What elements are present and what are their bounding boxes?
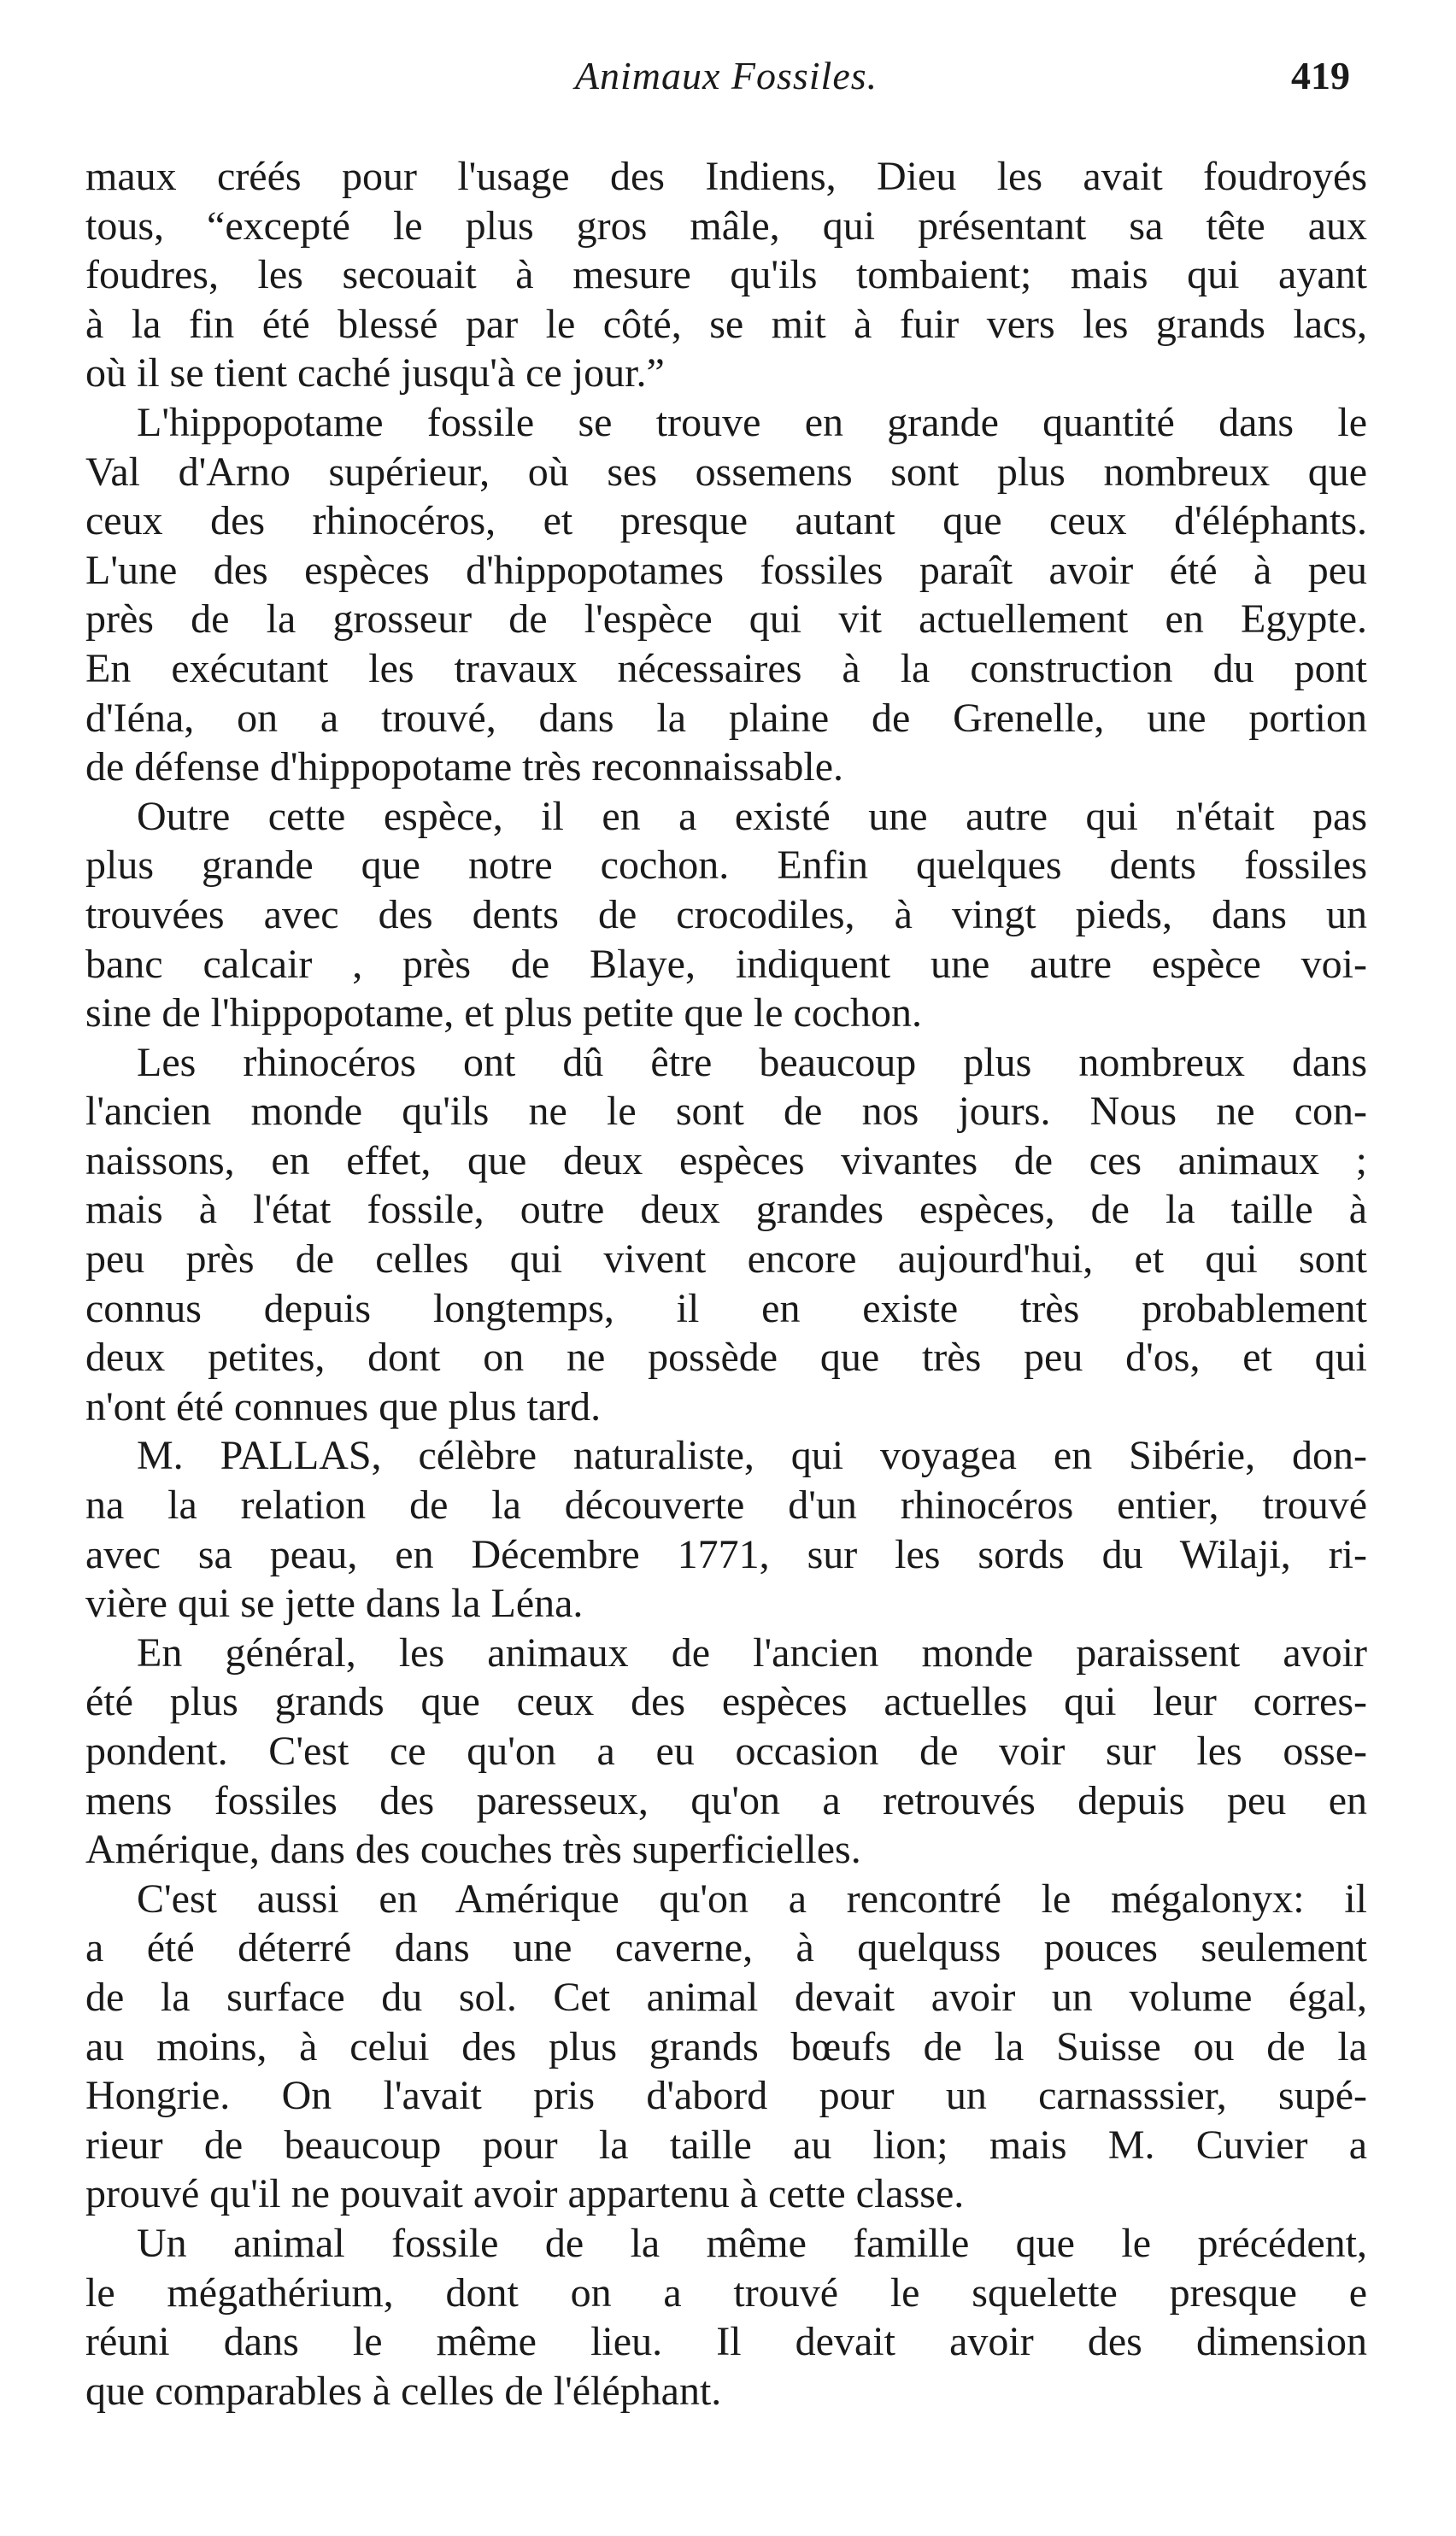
- text-line: Les rhinocéros ont dû être beaucoup plus nombreux dans: [137, 1039, 1367, 1085]
- paragraph: [85, 792, 1367, 1038]
- text-line: L'hippopotame fossile se trouve en grande quantité dans le: [137, 399, 1367, 445]
- text-line: à la fin été blessé par le côté, se mit à fuir vers les grands lacs,: [85, 301, 1367, 347]
- body-text: [85, 152, 1367, 2416]
- text-line: naissons, en effet, que deux espèces vivantes de ces animaux ;: [85, 1137, 1367, 1183]
- text-line: mais à l'état fossile, outre deux grandes espèces, de la taille à: [85, 1187, 1367, 1233]
- text-line: de défense d'hippopotame très reconnaissable.: [85, 744, 843, 790]
- text-line: L'une des espèces d'hippopotames fossiles paraît avoir été à peu: [85, 547, 1367, 593]
- text-line: avec sa peau, en Décembre 1771, sur les sords du Wilaji, ri-: [85, 1531, 1367, 1577]
- text-line: vière qui se jette dans la Léna.: [85, 1581, 584, 1627]
- text-line: deux petites, dont on ne possède que très peu d'os, et qui: [85, 1335, 1367, 1381]
- text-line: d'Iéna, on a trouvé, dans la plaine de Grenelle, une portion: [85, 695, 1367, 741]
- text-line: où il se tient caché jusqu'à ce jour.”: [85, 350, 665, 396]
- text-line: le mégathérium, dont on a trouvé le squelette presque e: [85, 2269, 1367, 2316]
- running-head: [85, 53, 1367, 121]
- running-title: Animaux Fossiles.: [574, 54, 878, 97]
- text-line: connus depuis longtemps, il en existe très probablement: [85, 1285, 1367, 1331]
- text-line: Hongrie. On l'avait pris d'abord pour un carnasssier, supé-: [85, 2073, 1367, 2119]
- text-line: plus grande que notre cochon. Enfin quelques dents fossiles: [85, 842, 1367, 889]
- text-line: de la surface du sol. Cet animal devait avoir un volume égal,: [85, 1974, 1367, 2020]
- text-line: ceux des rhinocéros, et presque autant que ceux d'éléphants.: [85, 498, 1367, 544]
- paragraph: [85, 152, 1367, 398]
- text-line: été plus grands que ceux des espèces actuelles qui leur corres-: [85, 1679, 1367, 1725]
- text-line: foudres, les secouait à mesure qu'ils tombaient; mais qui ayant: [85, 252, 1367, 298]
- paragraph: [85, 1875, 1367, 2219]
- text-line: pondent. C'est ce qu'on a eu occasion de voir sur les osse-: [85, 1729, 1367, 1774]
- text-line: que comparables à celles de l'éléphant.: [85, 2368, 722, 2414]
- text-line: Val d'Arno supérieur, où ses ossemens sont plus nombreux que: [85, 449, 1367, 495]
- text-line: tous, “excepté le plus gros mâle, qui présentant sa tête aux: [85, 203, 1367, 249]
- text-line: a été déterré dans une caverne, à quelquss pouces seulement: [85, 1925, 1367, 1971]
- text-line: En exécutant les travaux nécessaires à la construction du pont: [85, 645, 1367, 691]
- text-line: maux créés pour l'usage des Indiens, Dieu les avait foudroyés: [85, 154, 1367, 199]
- text-line: n'ont été connues que plus tard.: [85, 1383, 602, 1429]
- text-line: En général, les animaux de l'ancien monde paraissent avoir: [137, 1629, 1367, 1676]
- text-line: Amérique, dans des couches très superficielles.: [85, 1827, 861, 1873]
- text-line: sine de l'hippopotame, et plus petite que le cochon.: [85, 990, 923, 1036]
- text-line: peu près de celles qui vivent encore aujourd'hui, et qui sont: [85, 1236, 1367, 1283]
- text-line: mens fossiles des paresseux, qu'on a retrouvés depuis peu en: [85, 1777, 1367, 1823]
- text-line: près de la grosseur de l'espèce qui vit actuellement en Egypte.: [85, 596, 1367, 643]
- text-line: M. PALLAS, célèbre naturaliste, qui voyagea en Sibérie, don-: [137, 1433, 1367, 1479]
- text-line: réuni dans le même lieu. Il devait avoir des dimension: [85, 2319, 1367, 2365]
- text-line: au moins, à celui des plus grands bœufs de la Suisse ou de la: [85, 2023, 1367, 2069]
- paragraph: [85, 1038, 1367, 1432]
- text-line: rieur de beaucoup pour la taille au lion; mais M. Cuvier a: [85, 2122, 1367, 2168]
- paragraph: [85, 1629, 1367, 1875]
- paragraph: [85, 2219, 1367, 2416]
- text-line: Outre cette espèce, il en a existé une autre qui n'était pas: [137, 793, 1367, 839]
- text-line: Un animal fossile de la même famille que le précédent,: [137, 2220, 1367, 2266]
- paragraph: [85, 1431, 1367, 1628]
- text-line: prouvé qu'il ne pouvait avoir appartenu à cette classe.: [85, 2171, 965, 2217]
- text-line: trouvées avec des dents de crocodiles, à vingt pieds, dans un: [85, 891, 1367, 937]
- paragraph: [85, 398, 1367, 792]
- text-line: l'ancien monde qu'ils ne le sont de nos jours. Nous ne con-: [85, 1089, 1367, 1135]
- page-number: 419: [1291, 54, 1350, 97]
- text-line: banc calcair , près de Blaye, indiquent une autre espèce voi-: [85, 941, 1367, 987]
- text-line: na la relation de la découverte d'un rhinocéros entier, trouvé: [85, 1482, 1367, 1529]
- text-line: C'est aussi en Amérique qu'on a rencontré le mégalonyx: il: [137, 1876, 1367, 1922]
